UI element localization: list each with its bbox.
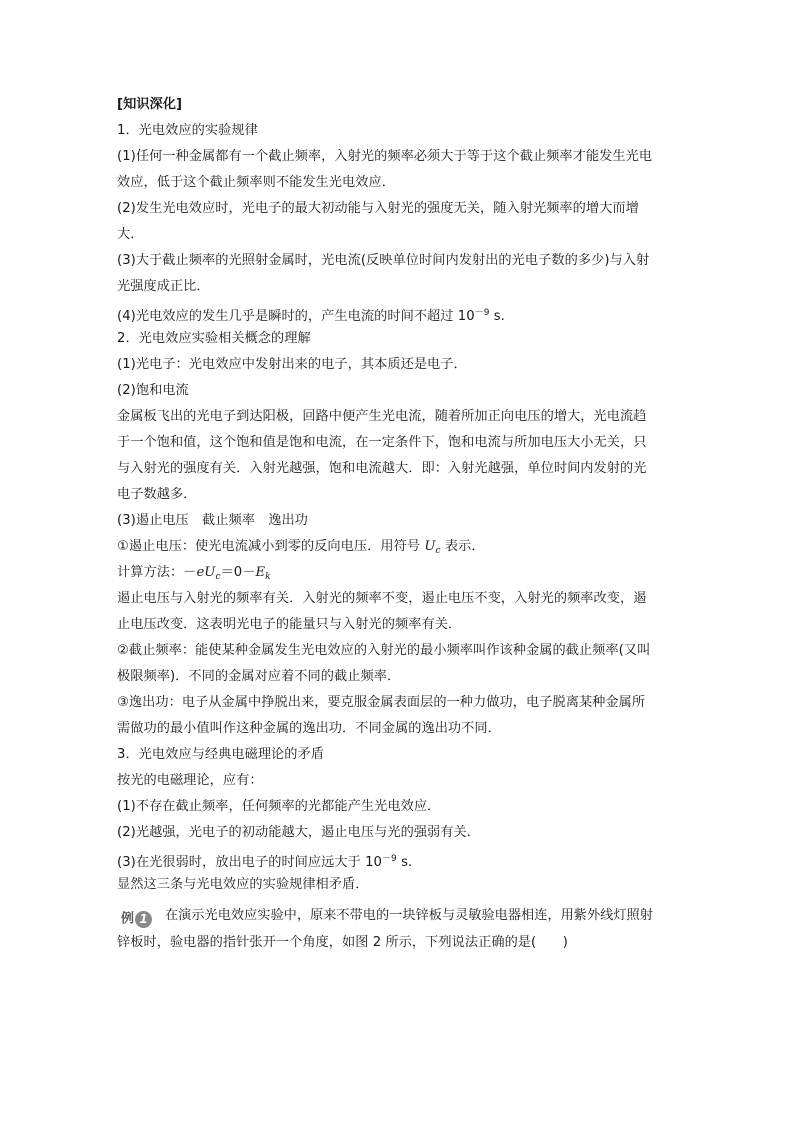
paragraph-3a: (3)大于截止频率的光照射金属时，光电流(反映单位时间内发射出的光电子数的多少)与入射	[117, 253, 650, 268]
t3-text: (3)在光很弱时，放出电子的时间应远大于 10	[117, 855, 382, 870]
stopping-voltage-def	[117, 534, 677, 560]
paragraph-3b: 光强度成正比．	[117, 279, 210, 294]
t3-exponent: －9	[382, 854, 397, 864]
heading-2: 2．光电效应实验相关概念的理解	[117, 331, 311, 346]
calc-U: U	[204, 565, 216, 580]
cutoff-frequency-b: 极限频率)．不同的金属对应着不同的截止频率．	[117, 669, 401, 684]
paragraph-4	[117, 300, 677, 326]
section-title: [知识深化]	[117, 97, 183, 112]
paragraph-2a: (2)发生光电效应时，光电子的最大初动能与入射光的强度无关，随入射光频率的增大而增	[117, 201, 639, 216]
saturation-text-d: 电子数越多．	[117, 487, 197, 502]
item-photoelectron: (1)光电子：光电效应中发射出来的电子，其本质还是电子．	[117, 357, 467, 372]
document-page	[117, 92, 677, 956]
calc-e: e	[196, 565, 205, 580]
cutoff-frequency-a: ②截止频率：能使某种金属发生光电效应的入射光的最小频率叫作该种金属的截止频率(又叫	[117, 643, 651, 658]
saturation-text-b: 于一个饱和值，这个饱和值是饱和电流，在一定条件下，饱和电流与所加电压大小无关，只	[117, 435, 647, 450]
paragraph-2b: 大．	[117, 227, 144, 242]
example-number-icon: 1	[135, 911, 152, 928]
item-concepts-title: (3)遏止电压 截止频率 逸出功	[117, 513, 308, 528]
sv-subscript: c	[435, 546, 441, 556]
calc-c-sub: c	[215, 572, 221, 582]
sv-text: ①遏止电压：使光电流减小到零的反向电压．用符号	[117, 539, 425, 554]
calc-label: 计算方法：－	[117, 565, 197, 580]
calc-mid: ＝0－	[220, 565, 256, 580]
calc-E: E	[255, 565, 266, 580]
theory-conclusion: 显然这三条与光电效应的实验规律相矛盾．	[117, 877, 369, 892]
example-text-a: 在演示光电效应实验中，原来不带电的一块锌板与灵敏验电器相连，用紫外线灯照射	[165, 908, 653, 923]
calc-formula	[117, 560, 677, 586]
theory-intro: 按光的电磁理论，应有：	[117, 773, 263, 788]
example-badge	[117, 905, 154, 925]
example-text-b: 锌板时，验电器的指针张开一个角度，如图 2 所示，下列说法正确的是( )	[117, 935, 568, 950]
theory-3	[117, 846, 677, 872]
theory-1: (1)不存在截止频率，任何频率的光都能产生光电效应．	[117, 799, 441, 814]
paragraph-1a: (1)任何一种金属都有一个截止频率，入射光的频率必须大于等于这个截止频率才能发生光电	[117, 149, 653, 164]
saturation-text-a: 金属板飞出的光电子到达阳极，回路中便产生光电流，随着所加正向电压的增大，光电流趋	[117, 409, 647, 424]
heading-3: 3．光电效应与经典电磁理论的矛盾	[117, 747, 325, 762]
stopping-voltage-note-b: 止电压改变．这表明光电子的能量只与入射光的频率有关．	[117, 617, 462, 632]
example-label: 例	[121, 911, 135, 927]
p4-text: (4)光电效应的发生几乎是瞬时的，产生电流的时间不超过 10	[117, 309, 475, 324]
p4-unit: s.	[489, 309, 505, 324]
stopping-voltage-note-a: 遏止电压与入射光的频率有关．入射光的频率不变，遏止电压不变，入射光的频率改变，遏	[117, 591, 647, 606]
paragraph-1b: 效应，低于这个截止频率则不能发生光电效应．	[117, 175, 395, 190]
theory-2: (2)光越强，光电子的初动能越大，遏止电压与光的强弱有关．	[117, 825, 481, 840]
example-row	[117, 902, 677, 930]
heading-1: 1．光电效应的实验规律	[117, 123, 258, 138]
work-function-b: 需做功的最小值叫作这种金属的逸出功．不同金属的逸出功不同．	[117, 721, 501, 736]
calc-k-sub: k	[265, 572, 271, 582]
item-saturation-title: (2)饱和电流	[117, 383, 189, 398]
t3-unit: s.	[396, 855, 413, 870]
p4-exponent: －9	[474, 308, 490, 318]
work-function-a: ③逸出功：电子从金属中挣脱出来，要克服金属表面层的一种力做功，电子脱离某种金属所	[117, 695, 646, 710]
sv-tail: 表示．	[440, 539, 485, 554]
sv-symbol: U	[424, 539, 436, 554]
saturation-text-c: 与入射光的强度有关．入射光越强，饱和电流越大．即：入射光越强，单位时间内发射的光	[117, 461, 647, 476]
